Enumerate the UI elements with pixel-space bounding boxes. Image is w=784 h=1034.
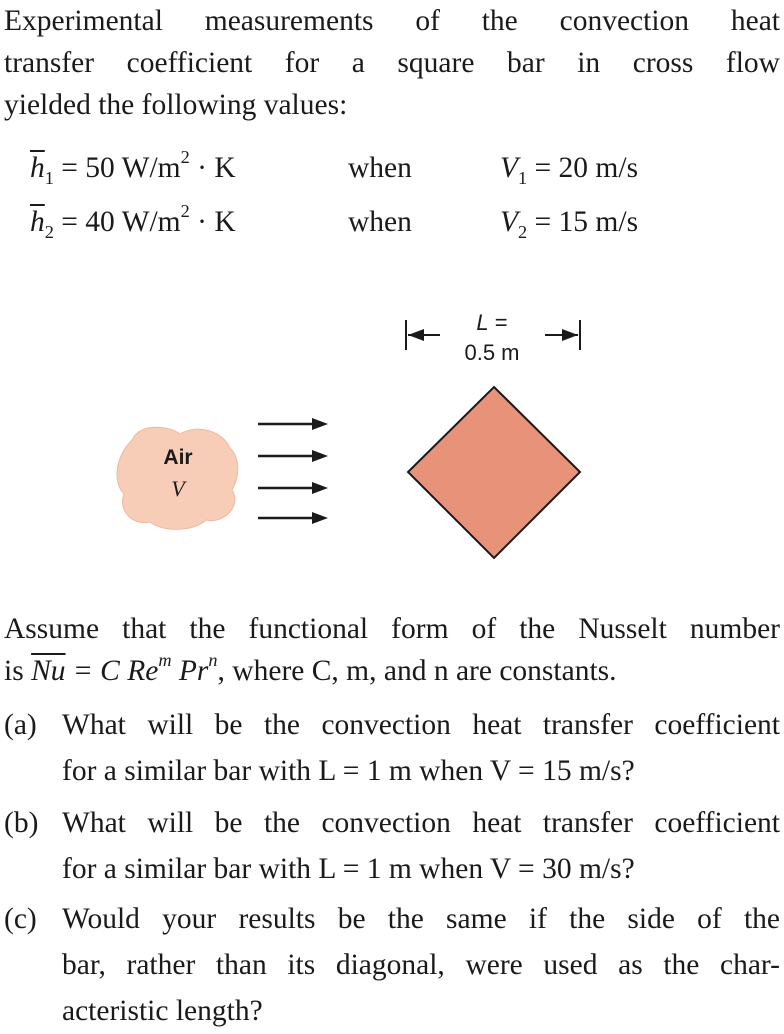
v1-expression: $V_1 = 20$ m/s bbox=[500, 152, 639, 188]
dimension-label-line2: 0.5 m bbox=[464, 340, 520, 365]
cross-flow-figure bbox=[0, 300, 784, 590]
dimension-label-line1: L = bbox=[476, 310, 508, 335]
air-velocity-label: V bbox=[171, 476, 185, 501]
assume-line-2: is $\overline{Nu} = C$ Re$^m$ Pr$^n$, where C, m, and n are constants. bbox=[4, 650, 617, 687]
intro-line-3: yielded the following values: bbox=[4, 89, 348, 121]
part-label: (c) bbox=[4, 903, 37, 935]
intro-line-2: transfer coefficient for a square bar in cross flow bbox=[4, 47, 780, 79]
measurement-row-2 bbox=[30, 202, 750, 242]
air-label: Air bbox=[163, 446, 193, 469]
flow-arrowhead-4 bbox=[312, 512, 328, 524]
part-c-line-2: bar, rather than its diagonal, were used as the char- bbox=[62, 949, 780, 981]
part-label: (b) bbox=[4, 807, 39, 839]
part-b-line-2: for a similar bar with L = 1 m when V = 30 m/s? bbox=[62, 853, 635, 885]
dimension-marker bbox=[406, 310, 580, 365]
part-c-line-3: acteristic length? bbox=[62, 995, 263, 1027]
figure-svg bbox=[0, 300, 784, 590]
part-c-line-1: Would your results be the same if the side of the bbox=[62, 903, 780, 935]
nusselt-symbol: $\overline{Nu}$ bbox=[31, 655, 66, 687]
flow-arrows bbox=[258, 418, 328, 524]
intro-paragraph bbox=[4, 0, 780, 126]
flow-arrowhead-3 bbox=[312, 482, 328, 494]
dimension-arrowhead-left bbox=[408, 329, 424, 341]
assume-line-1: Assume that the functional form of the Nusselt number bbox=[4, 613, 780, 645]
dimension-arrowhead-right bbox=[562, 329, 578, 341]
v2-expression: $V_2 = 15$ m/s bbox=[500, 206, 639, 242]
part-a-line-2: for a similar bar with L = 1 m when V = 15 m/s? bbox=[62, 755, 635, 787]
intro-line-1: Experimental measurements of the convection heat bbox=[4, 5, 780, 37]
square-bar bbox=[408, 387, 580, 558]
assumption-paragraph bbox=[4, 608, 780, 692]
h1-expression: $\overline{h}_1 = 50$ $W/m^2 \cdot K$ bbox=[30, 147, 236, 188]
when-label: when bbox=[348, 152, 412, 184]
measurement-row-1 bbox=[30, 148, 750, 188]
flow-arrowhead-1 bbox=[312, 418, 328, 430]
h2-expression: $\overline{h}_2 = 40$ $W/m^2 \cdot K$ bbox=[30, 201, 236, 242]
flow-arrowhead-2 bbox=[312, 450, 328, 462]
part-a-line-1: What will be the convection heat transfer coefficient bbox=[62, 709, 780, 741]
part-b-line-1: What will be the convection heat transfer coefficient bbox=[62, 807, 780, 839]
part-label: (a) bbox=[4, 709, 37, 741]
when-label: when bbox=[348, 206, 412, 238]
